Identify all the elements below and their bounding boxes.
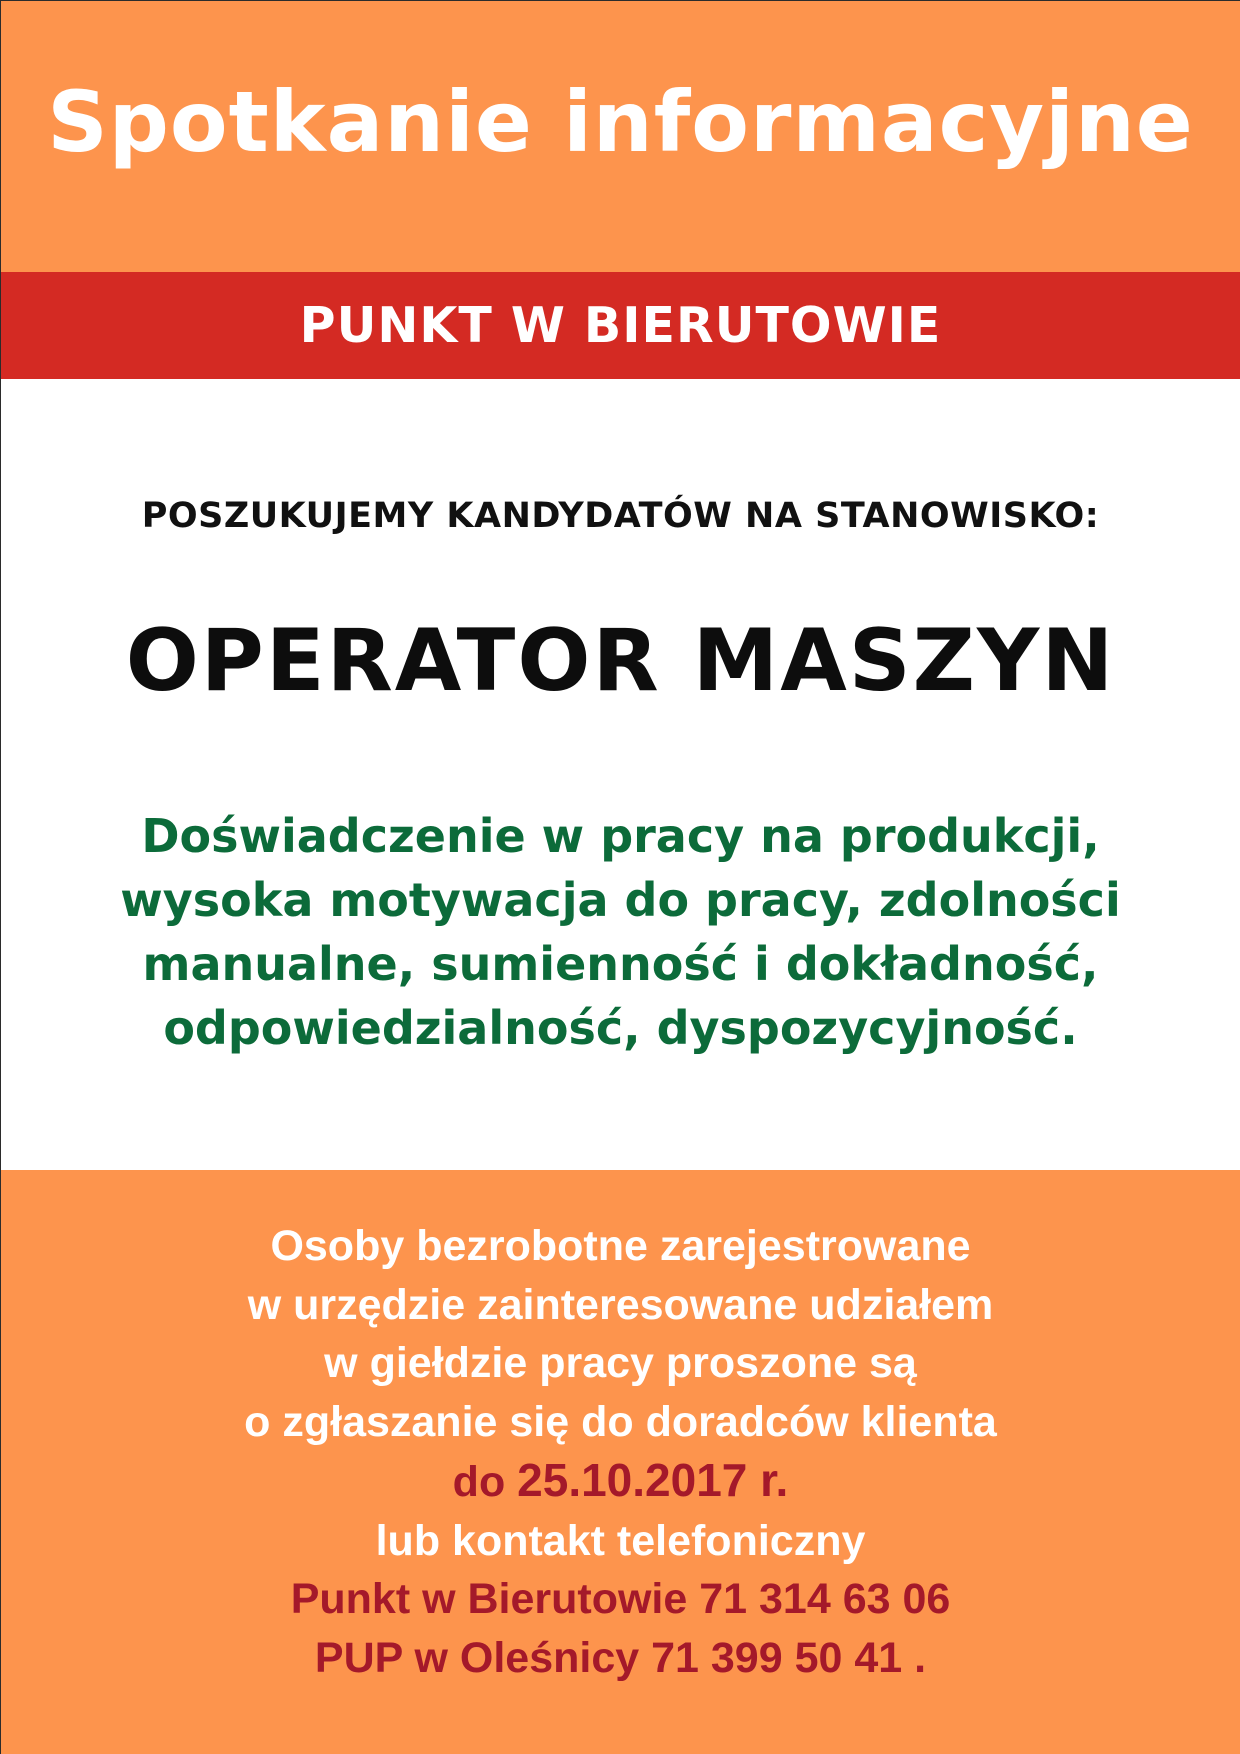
info-line: o zgłaszanie się do doradców klienta bbox=[244, 1397, 997, 1446]
info-line: Osoby bezrobotne zarejestrowane bbox=[270, 1222, 971, 1270]
registration-info bbox=[1, 1217, 1240, 1687]
contact-bierutow: Punkt w Bierutowie 71 314 63 06 bbox=[290, 1575, 951, 1623]
contact-olesnica: PUP w Oleśnicy 71 399 50 41 . bbox=[314, 1633, 927, 1682]
deadline-date: 25.10.2017 r. bbox=[517, 1454, 789, 1506]
header-band bbox=[1, 1, 1240, 272]
info-line: w urzędzie zainteresowane udziałem bbox=[247, 1280, 994, 1329]
location-heading: PUNKT W BIERUTOWIE bbox=[299, 297, 942, 354]
deadline-line bbox=[1, 1451, 1240, 1512]
requirement-line: odpowiedzialność, dyspozycyjność. bbox=[163, 1001, 1078, 1055]
contact-intro: lub kontakt telefoniczny bbox=[375, 1516, 866, 1565]
recruitment-intro: POSZUKUJEMY KANDYDATÓW NA STANOWISKO: bbox=[141, 496, 1100, 536]
requirement-line: Doświadczenie w pracy na produkcji, bbox=[141, 809, 1100, 863]
info-line: w giełdzie pracy proszone są bbox=[324, 1339, 917, 1387]
job-position-title: OPERATOR MASZYN bbox=[125, 611, 1116, 711]
requirement-line: wysoka motywacja do pracy, zdolności bbox=[120, 873, 1121, 927]
location-band bbox=[1, 272, 1240, 379]
requirement-line: manualne, sumienność i dokładność, bbox=[142, 937, 1099, 991]
deadline-prefix: do bbox=[452, 1458, 518, 1506]
page-title: Spotkanie informacyjne bbox=[47, 72, 1194, 171]
job-requirements bbox=[1, 804, 1240, 1060]
